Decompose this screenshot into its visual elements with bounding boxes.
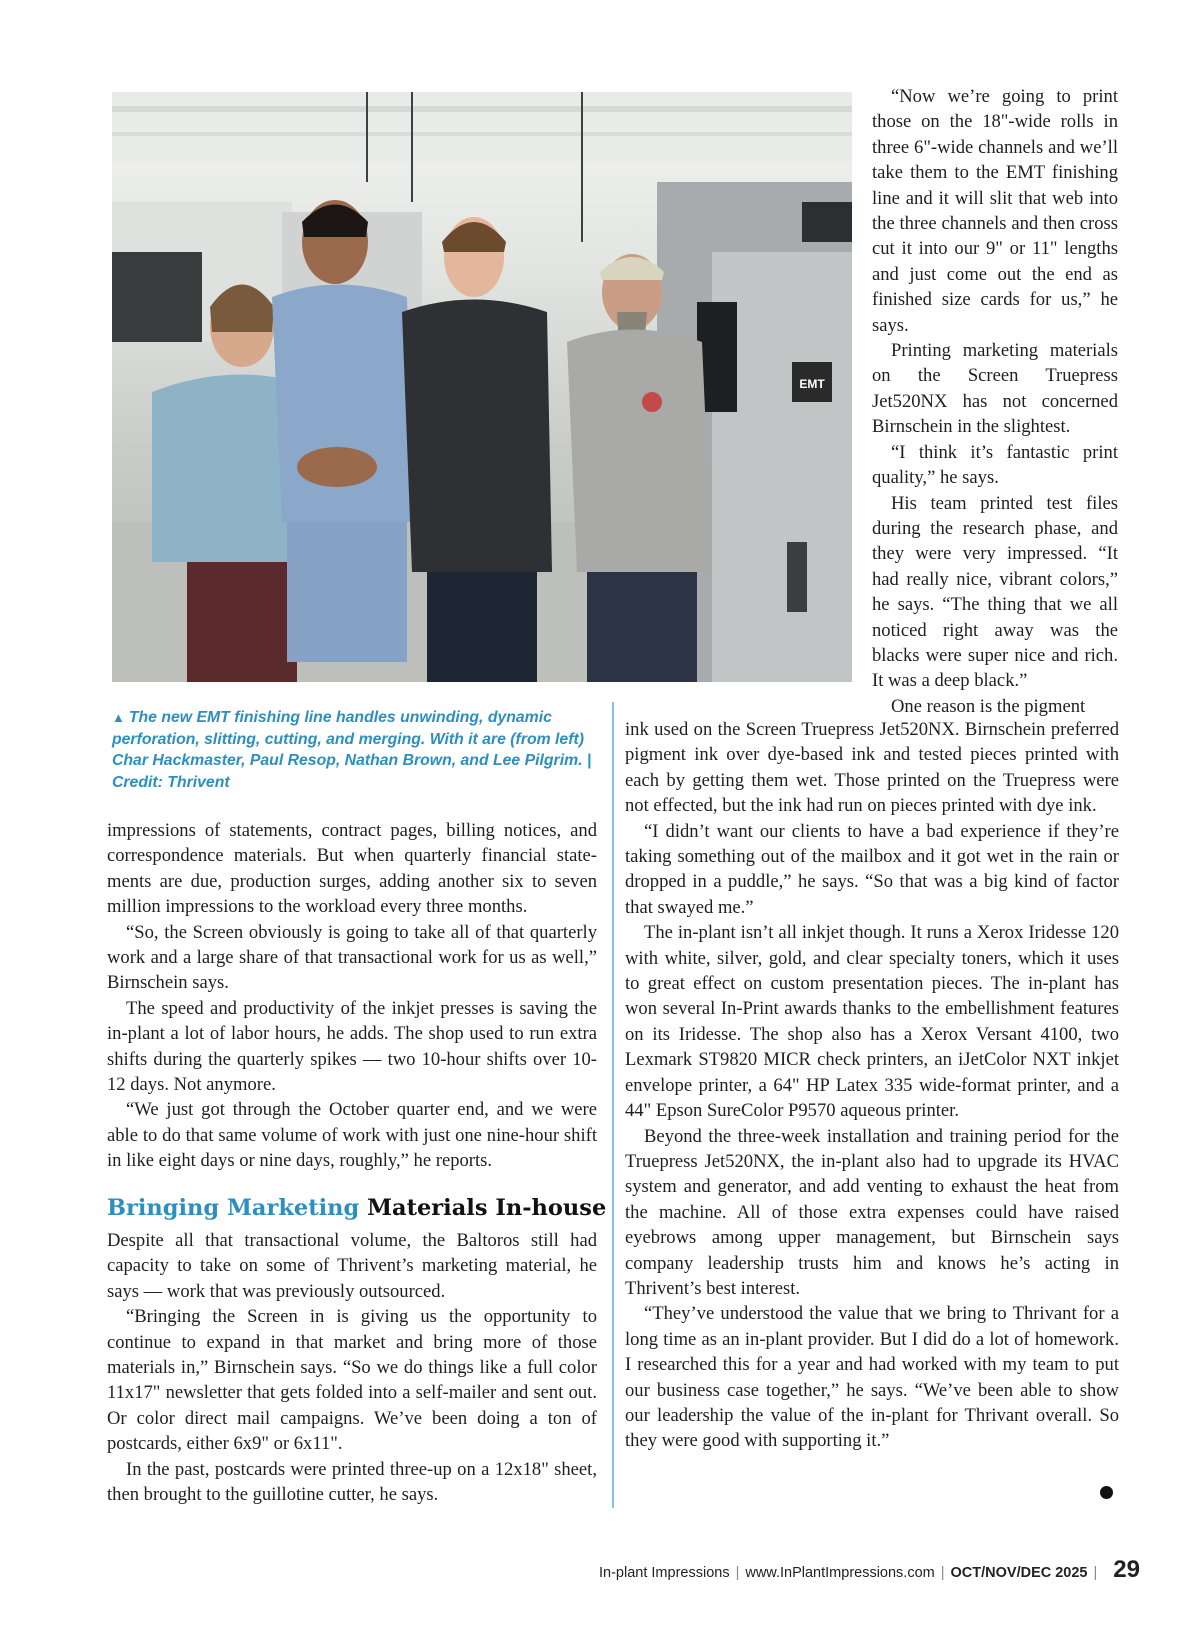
issue-date: OCT/NOV/DEC 2025 (950, 1565, 1088, 1581)
paragraph: “We just got through the October quarter end, and we were able to do that same volume of work with just one nine-hour shift in like eight days or nine days, roughly,” he reports. (107, 1099, 597, 1172)
paragraph: ink used on the Screen Truepress Jet520NX. Birnschein preferred pigment ink over dye-based ink and tested pieces printed with each by getting them wet. Those printed on the Truepress were not effected, but the ink had run on pieces printed with dye ink. (625, 719, 1119, 817)
paragraph: The in-plant isn’t all inkjet though. It runs a Xerox Iridesse 120 with white, silver, gold, and clear specialty toners, which it uses to great effect on custom presentation pieces. The in-plant has won several In-Print awards thanks to the embellishment features on its Iridesse. The shop also has a Xerox Versant 4100, two Lexmark ST9820 MICR check printers, an iJetColor NXT inkjet envelope printer, a 64" HP Latex 335 wide-format printer, and a 44" Epson SureColor P9570 aqueous printer. (625, 922, 1119, 1122)
footer-separator: | (1093, 1565, 1098, 1581)
photo-caption (112, 707, 592, 793)
page-footer (599, 1556, 1140, 1584)
right-column-top (872, 84, 1118, 719)
footer-separator: | (940, 1565, 945, 1581)
article-photo (112, 92, 852, 682)
paragraph: Printing marketing materials on the Screen Truepress Jet520NX has not concerned Birnschein in the slightest. (872, 340, 1118, 438)
section-subhead (107, 1194, 607, 1222)
section-body (107, 1228, 597, 1507)
page-number: 29 (1113, 1556, 1140, 1583)
caption-text: The new EMT finishing line handles unwinding, dynamic perforation, slitting, cutting, and merging. With it are (from left) Char Hackmaster, Paul Resop, Nathan Brown, and Lee Pilgrim. | Credit: Thrivent (112, 709, 592, 791)
end-of-article-bullet (1100, 1486, 1113, 1499)
paragraph: One reason is the pigment (891, 695, 1086, 717)
paragraph: In the past, postcards were printed three-up on a 12x18" sheet, then brought to the guillotine cutter, he says. (107, 1458, 597, 1506)
paragraph: Despite all that transactional volume, the Baltoros still had capacity to take on some of Thrivent’s marketing material, he says — work that was previously outsourced. (107, 1230, 597, 1302)
paragraph: The speed and productivity of the inkjet presses is saving the in-plant a lot of labor hours, he adds. The shop used to run extra shifts during the quarterly spikes — two 10-hour shifts over 10-12 days. Not anymore. (107, 997, 597, 1096)
subhead-rest: Materials In-house (367, 1195, 607, 1221)
left-column-bottom (107, 818, 597, 1174)
paragraph: His team printed test files during the research phase, and they were very impressed. “It had really nice, vibrant colors,” he says. “The thing that we all noticed right away was the blacks were super nice and rich. It was a deep black.” (872, 492, 1118, 692)
publication-name: In-plant Impressions (599, 1565, 730, 1581)
paragraph: “I think it’s fantastic print quality,” he says. (872, 441, 1118, 489)
paragraph: impressions of statements, contract pages, billing notices, and correspondence materials. But when quarterly financial statements are due, production surges, adding another six to seven million impressions to the workload every three months. (107, 820, 597, 918)
paragraph: “They’ve understood the value that we bring to Thrivant for a long time as an in-plant provider. But I did do a lot of homework. I researched this for a year and had worked with my team to put our business case together,” he says. “We’ve been able to show our leadership the value of the in-plant for Thrivant overall. So they were good with supporting it.” (625, 1303, 1119, 1452)
paragraph: “Now we’re going to print those on the 18"-wide rolls in three 6"-wide channels and we’ll take them to the EMT finishing line and it will slit that web into the three channels and then cross cut it into our 9" or 11" lengths and just come out the end as finished size cards for us,” he says. (872, 86, 1118, 336)
paragraph: “So, the Screen obviously is going to take all of that quarterly work and a large share of that transactional work for us as well,” Birnschein says. (107, 921, 597, 994)
subhead-highlight: Bringing Marketing (107, 1195, 360, 1221)
caption-triangle-icon: ▲ (112, 710, 125, 725)
photo-illustration (112, 92, 852, 682)
website-link[interactable]: www.InPlantImpressions.com (745, 1565, 935, 1581)
paragraph: Beyond the three-week installation and training period for the Truepress Jet520NX, the in-plant also had to upgrade its HVAC system and generator, and add venting to exhaust the heat from the machine. All of those extra expenses could have raised eyebrows among upper management, but Birnschein says company leadership trusts him and knows he’s acting in Thrivent’s best interest. (625, 1125, 1119, 1299)
footer-separator: | (735, 1565, 740, 1581)
column-divider (612, 702, 614, 1508)
paragraph: “I didn’t want our clients to have a bad experience if they’re taking something out of the mailbox and it got wet in the rain or dropped in a puddle,” he says. “So that was a big kind of factor that swayed me.” (625, 820, 1119, 918)
right-column-bottom (625, 717, 1119, 1454)
emt-sign: EMT (799, 377, 825, 391)
paragraph: “Bringing the Screen in is giving us the opportunity to continue to expand in that market and bring more of those materials in,” Birnschein says. “So we do things like a full color 11x17" newsletter that gets folded into a self-mailer and sent out. Or color direct mail campaigns. We’ve been doing a ton of postcards, either 6x9" or 6x11". (107, 1306, 597, 1455)
